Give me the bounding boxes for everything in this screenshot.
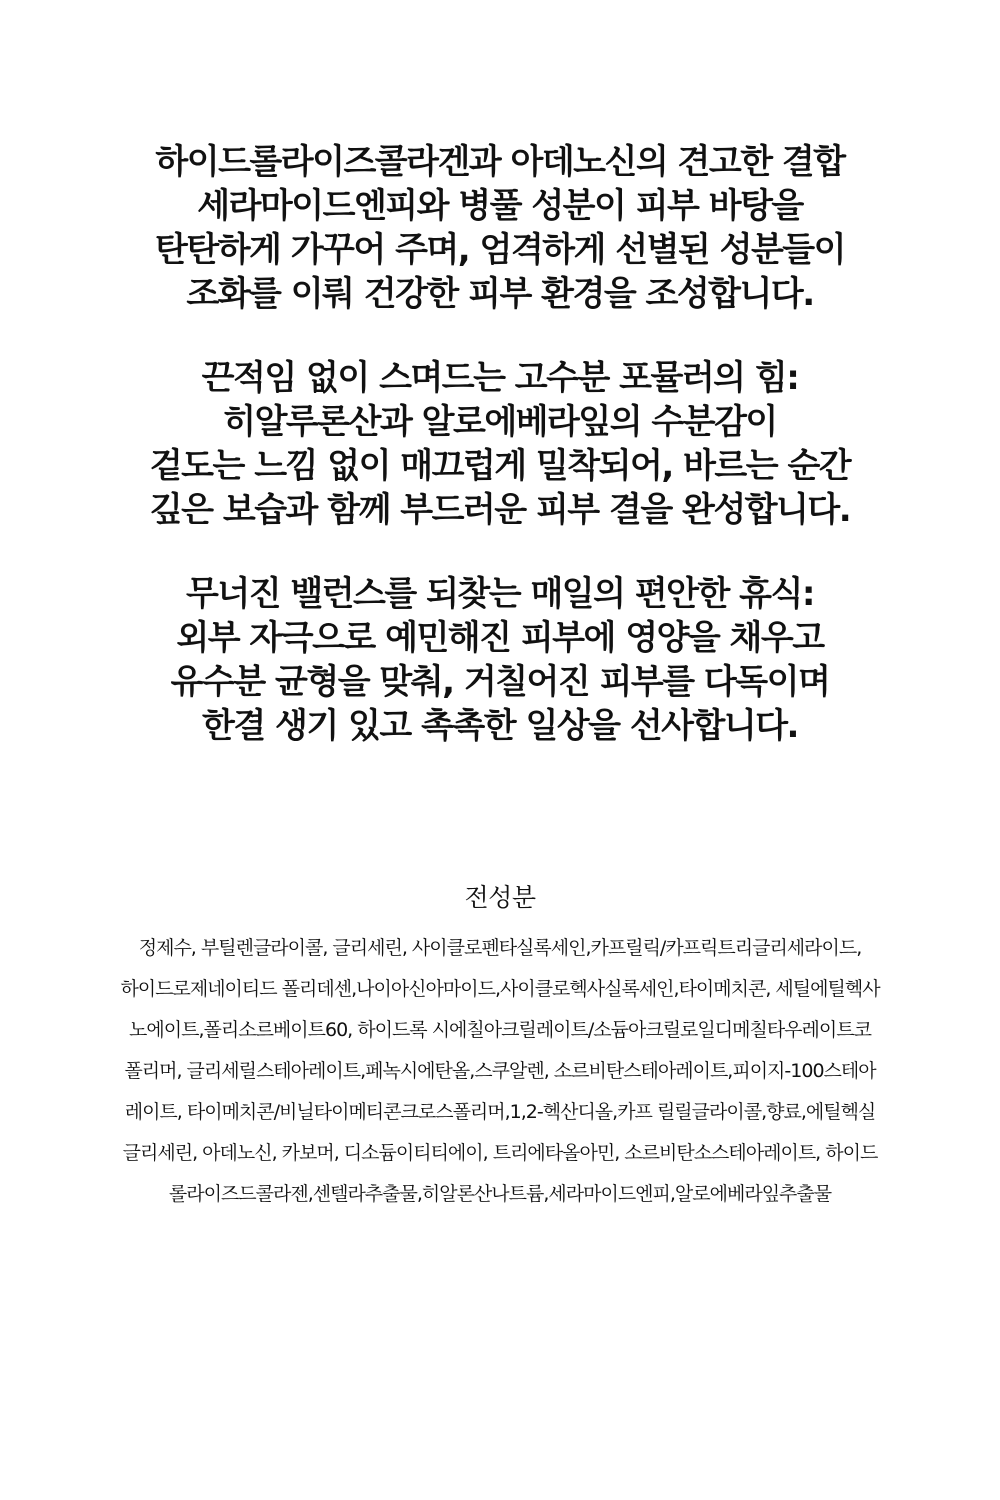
ingredients-section [0,878,1000,1215]
ingredients-line: 정제수, 부틸렌글라이콜, 글리세린, 사이클로펜타실록세인,카프릴릭/카프릭트리글리세라이드, [138,937,862,959]
ingredients-line: 폴리머, 글리세릴스테아레이트,페녹시에탄올,스쿠알렌, 소르비탄스테아레이트,피이지-100스테아 [124,1060,876,1082]
product-description [0,140,1000,788]
description-line: 하이드롤라이즈콜라겐과 아데노신의 견고한 결합 [155,142,845,182]
description-line: 유수분 균형을 맞춰, 거칠어진 피부를 다독이며 [170,662,830,702]
description-line: 세라마이드엔피와 병풀 성분이 피부 바탕을 [197,186,803,226]
description-line: 겉도는 느낌 없이 매끄럽게 밀착되어, 바르는 순간 [149,446,851,486]
ingredients-line: 글리세린, 아데노신, 카보머, 디소듐이티티에이, 트리에타올아민, 소르비탄소스테아레이트, 하이드 [122,1142,878,1164]
description-line: 조화를 이뤄 건강한 피부 환경을 조성합니다. [186,274,814,314]
description-paragraph-1 [0,140,1000,316]
description-line: 무너진 밸런스를 되찾는 매일의 편안한 휴식: [186,574,814,614]
description-paragraph-2 [0,356,1000,532]
description-paragraph-3 [0,572,1000,748]
description-line: 탄탄하게 가꾸어 주며, 엄격하게 선별된 성분들이 [155,230,845,270]
description-line: 한결 생기 있고 촉촉한 일상을 선사합니다. [202,706,798,746]
ingredients-title: 전성분 [464,883,536,912]
ingredients-line: 롤라이즈드콜라젠,센텔라추출물,히알론산나트륨,세라마이드엔피,알로에베라잎추출물 [168,1183,832,1205]
ingredients-line: 레이트, 타이메치콘/비닐타이메티콘크로스폴리머,1,2-헥산디올,카프 릴릴글라이콜,향료,에틸헥실 [124,1101,876,1123]
description-line: 히알루론산과 알로에베라잎의 수분감이 [223,402,777,442]
ingredients-line: 노에이트,폴리소르베이트60, 하이드록 시에칠아크릴레이트/소듐아크릴로일디메칠타우레이트코 [129,1019,871,1041]
description-line: 끈적임 없이 스며드는 고수분 포뮬러의 힘: [201,358,799,398]
description-line: 깊은 보습과 함께 부드러운 피부 결을 완성합니다. [149,490,851,530]
ingredients-line: 하이드로제네이티드 폴리데센,나이아신아마이드,사이클로헥사실록세인,타이메치콘, 세틸에틸헥사 [120,978,880,1000]
description-line: 외부 자극으로 예민해진 피부에 영양을 채우고 [176,618,824,658]
